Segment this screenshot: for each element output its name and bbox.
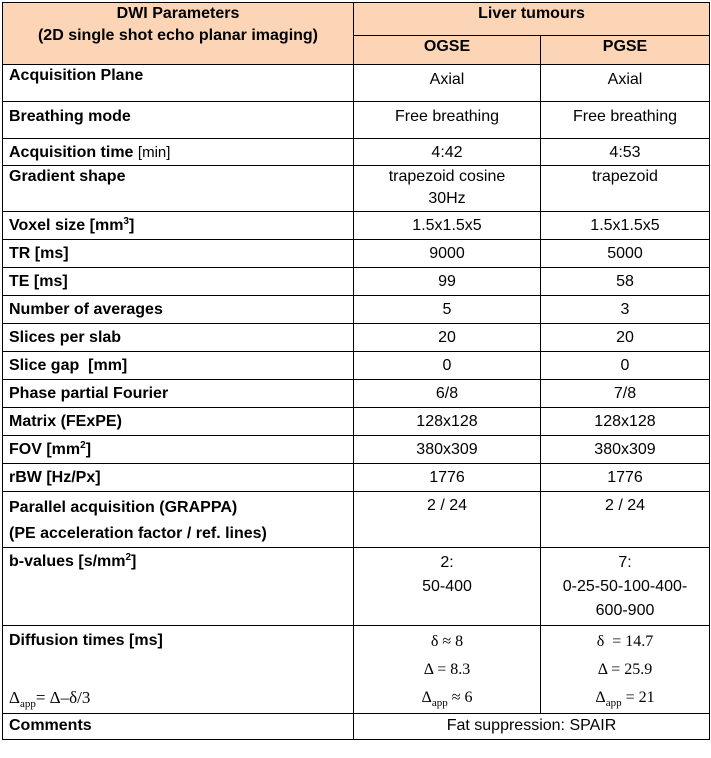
pgse-b-values <box>541 548 710 626</box>
ogse-b-values <box>354 548 541 626</box>
ogse-gradient-line2: 30Hz <box>428 190 466 207</box>
pgse-parallel-acquisition: 2 / 24 <box>541 492 710 548</box>
fov-close: ] <box>85 441 92 458</box>
pgse-app-value: = 21 <box>621 689 655 706</box>
pgse-b-count: 7: <box>618 554 632 571</box>
row-breathing-mode <box>3 102 710 139</box>
label-comments: Comments <box>3 714 354 740</box>
ogse-averages: 5 <box>354 296 541 324</box>
row-partial-fourier <box>3 380 710 408</box>
label-acquisition-plane: Acquisition Plane <box>3 65 354 102</box>
header-liver-tumours: Liver tumours <box>354 3 710 36</box>
row-b-values <box>3 548 710 626</box>
label-averages: Number of averages <box>3 296 354 324</box>
header-row-1 <box>3 3 710 36</box>
label-fov <box>3 436 354 464</box>
row-voxel-size <box>3 212 710 240</box>
acquisition-time-text: Acquisition time <box>9 144 138 161</box>
pgse-breathing-mode: Free breathing <box>541 102 710 139</box>
row-comments <box>3 714 710 740</box>
pgse-gradient-shape: trapezoid <box>541 166 710 212</box>
ogse-b-count: 2: <box>440 554 454 571</box>
ogse-partial-fourier: 6/8 <box>354 380 541 408</box>
ogse-slice-gap: 0 <box>354 352 541 380</box>
pgse-b-list-2: 600-900 <box>595 602 655 619</box>
label-te: TE [ms] <box>3 268 354 296</box>
ogse-big-delta: Δ = 8.3 <box>423 661 471 678</box>
parallel-label-line2: (PE acceleration factor / ref. lines) <box>9 525 267 542</box>
label-voxel-size <box>3 212 354 240</box>
pgse-delta: δ = 14.7 <box>596 633 654 650</box>
row-slices <box>3 324 710 352</box>
row-acquisition-plane <box>3 65 710 102</box>
ogse-voxel-size: 1.5x1.5x5 <box>354 212 541 240</box>
label-parallel-acquisition <box>3 492 354 548</box>
label-breathing-mode: Breathing mode <box>3 102 354 139</box>
ogse-gradient-line1: trapezoid cosine <box>388 168 506 185</box>
label-slices: Slices per slab <box>3 324 354 352</box>
label-matrix: Matrix (FExPE) <box>3 408 354 436</box>
label-slice-gap: Slice gap [mm] <box>3 352 354 380</box>
ogse-rbw: 1776 <box>354 464 541 492</box>
pgse-app-sub: app <box>605 697 622 709</box>
row-rbw <box>3 464 710 492</box>
ogse-matrix: 128x128 <box>354 408 541 436</box>
voxel-size-text: Voxel size [mm <box>9 217 124 234</box>
voxel-size-close: ] <box>128 217 135 234</box>
pgse-voxel-size: 1.5x1.5x5 <box>541 212 710 240</box>
pgse-slice-gap: 0 <box>541 352 710 380</box>
row-parallel-acquisition <box>3 492 710 548</box>
pgse-acquisition-time: 4:53 <box>541 139 710 166</box>
voxel-size-sup: 3 <box>123 216 129 227</box>
ogse-fov: 380x309 <box>354 436 541 464</box>
fov-sup: 2 <box>80 440 86 451</box>
row-te <box>3 268 710 296</box>
ogse-diffusion-times <box>354 626 541 714</box>
b-values-close: ] <box>131 553 137 570</box>
ogse-breathing-mode: Free breathing <box>354 102 541 139</box>
pgse-diffusion-times <box>541 626 710 714</box>
ogse-app-value: ≈ 6 <box>447 689 473 706</box>
pgse-fov: 380x309 <box>541 436 710 464</box>
header-parameters-line1: DWI Parameters <box>116 5 240 22</box>
pgse-app-delta: Δ <box>595 689 606 706</box>
pgse-averages: 3 <box>541 296 710 324</box>
ogse-tr: 9000 <box>354 240 541 268</box>
header-parameters-line2: (2D single shot echo planar imaging) <box>37 27 319 44</box>
row-slice-gap <box>3 352 710 380</box>
b-values-text: b-values [s/mm <box>9 553 126 570</box>
row-acquisition-time <box>3 139 710 166</box>
ogse-acquisition-time: 4:42 <box>354 139 541 166</box>
ogse-parallel-acquisition: 2 / 24 <box>354 492 541 548</box>
pgse-big-delta: Δ = 25.9 <box>597 661 653 678</box>
ogse-te: 99 <box>354 268 541 296</box>
parallel-label-line1: Parallel acquisition (GRAPPA) <box>9 499 238 516</box>
label-tr: TR [ms] <box>3 240 354 268</box>
row-tr <box>3 240 710 268</box>
label-b-values <box>3 548 354 626</box>
b-values-sup: 2 <box>125 552 132 563</box>
diffusion-times-text: Diffusion times [ms] <box>9 632 163 649</box>
ogse-gradient-shape <box>354 166 541 212</box>
formula-delta: Δ <box>9 688 20 707</box>
row-averages <box>3 296 710 324</box>
label-rbw: rBW [Hz/Px] <box>3 464 354 492</box>
pgse-matrix: 128x128 <box>541 408 710 436</box>
header-parameters-cell <box>3 3 354 65</box>
pgse-acquisition-plane: Axial <box>541 65 710 102</box>
row-fov <box>3 436 710 464</box>
header-pgse: PGSE <box>541 36 710 65</box>
label-gradient-shape: Gradient shape <box>3 166 354 212</box>
formula-rest: = Δ–δ/3 <box>35 688 91 707</box>
pgse-b-list-1: 0-25-50-100-400- <box>562 578 688 595</box>
acquisition-time-unit: [min] <box>137 144 171 161</box>
ogse-slices: 20 <box>354 324 541 352</box>
pgse-delta-app <box>547 684 703 713</box>
ogse-acquisition-plane: Axial <box>354 65 541 102</box>
header-ogse: OGSE <box>354 36 541 65</box>
pgse-partial-fourier: 7/8 <box>541 380 710 408</box>
row-matrix <box>3 408 710 436</box>
pgse-te: 58 <box>541 268 710 296</box>
ogse-delta: δ ≈ 8 <box>430 633 464 650</box>
row-gradient-shape <box>3 166 710 212</box>
label-partial-fourier: Phase partial Fourier <box>3 380 354 408</box>
comments-value: Fat suppression: SPAIR <box>354 714 710 740</box>
pgse-tr: 5000 <box>541 240 710 268</box>
dwi-parameters-table <box>2 2 710 740</box>
formula-sub: app <box>19 698 36 710</box>
ogse-app-sub: app <box>431 697 448 709</box>
ogse-b-list: 50-400 <box>422 578 472 595</box>
delta-app-formula <box>9 687 90 711</box>
label-acquisition-time <box>3 139 354 166</box>
pgse-rbw: 1776 <box>541 464 710 492</box>
row-diffusion-times <box>3 626 710 714</box>
label-diffusion-times <box>3 626 354 714</box>
ogse-app-delta: Δ <box>421 689 432 706</box>
fov-text: FOV [mm <box>9 441 81 458</box>
ogse-delta-app <box>360 684 534 713</box>
pgse-slices: 20 <box>541 324 710 352</box>
